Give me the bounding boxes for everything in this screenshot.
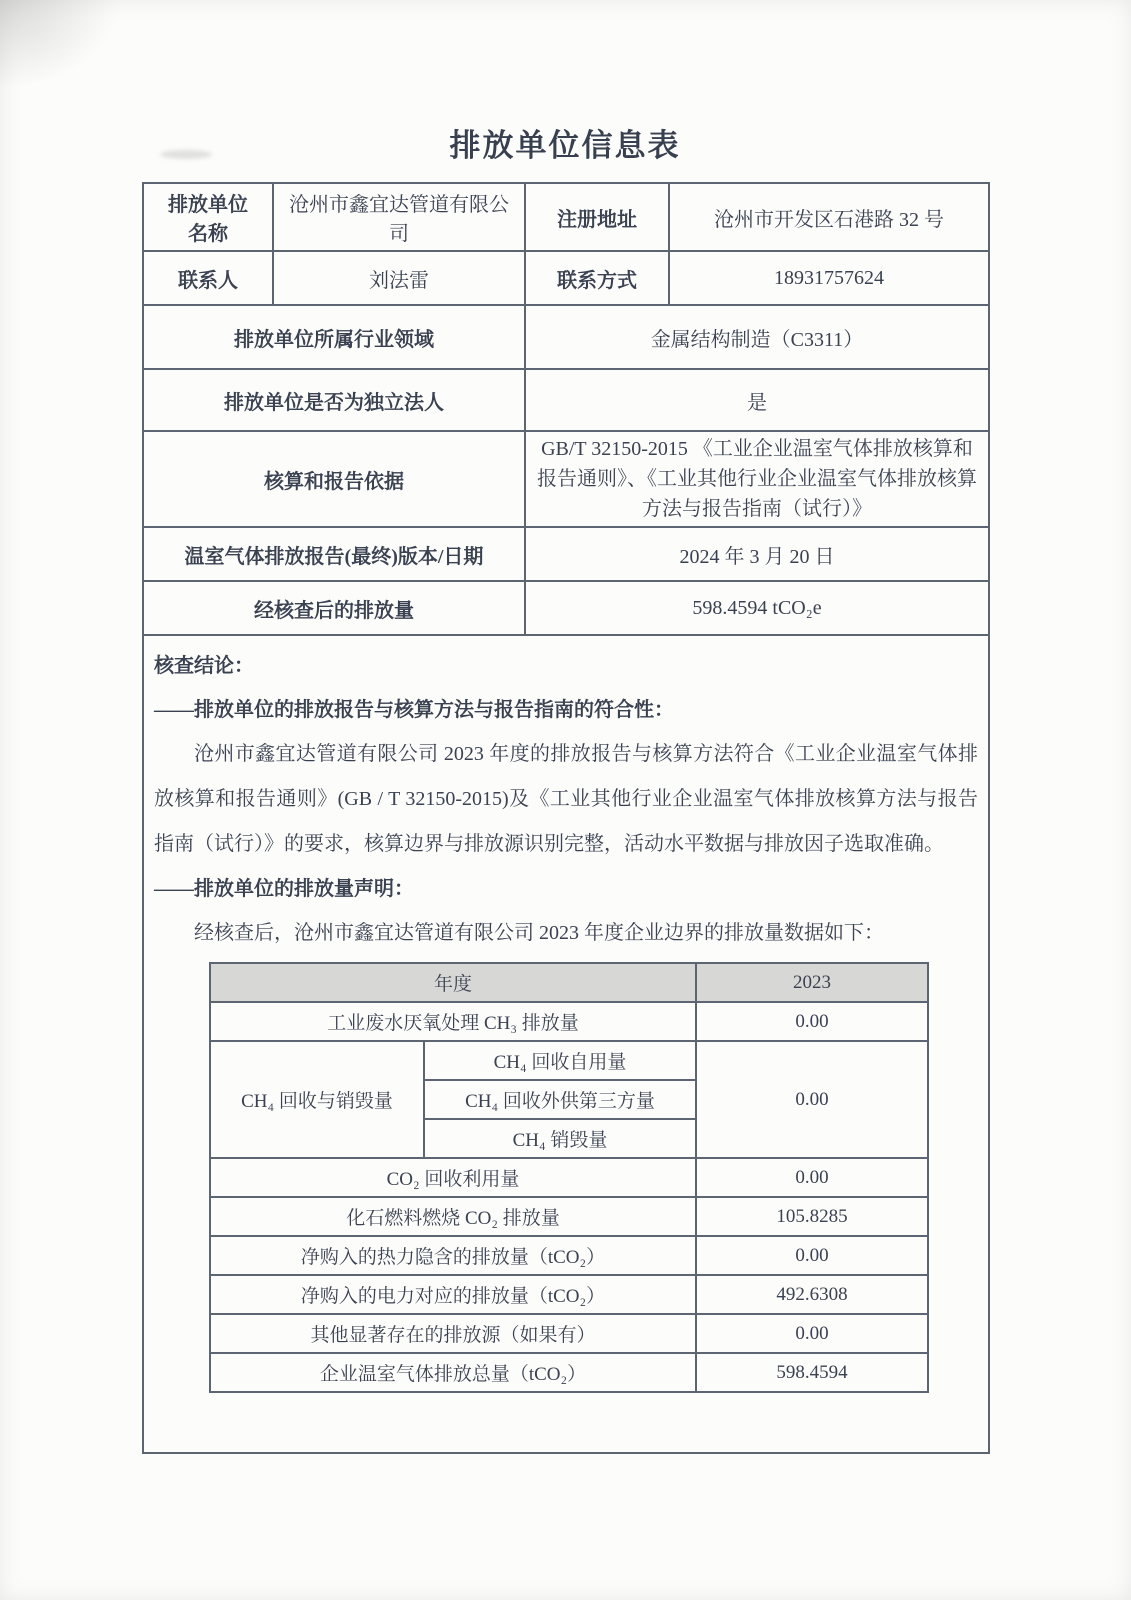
table-row <box>143 527 989 581</box>
statement-subheading: ——排放单位的排放量声明： <box>154 878 414 900</box>
table-row <box>210 1275 928 1314</box>
contact-method-value: 18931757624 <box>669 251 989 305</box>
ch4-self-use-label: CH₄ 回收自用量 <box>424 1041 696 1080</box>
registered-address-value: 沧州市开发区石港路 32 号 <box>669 183 989 251</box>
year-header-value: 2023 <box>696 963 928 1002</box>
total-ghg-label: 企业温室气体排放总量（tCO₂） <box>210 1353 696 1392</box>
scan-corner-shade <box>0 0 120 90</box>
co2-recovery-value: 0.00 <box>696 1158 928 1197</box>
table-row <box>143 635 989 1453</box>
fossil-fuel-co2-value: 105.8285 <box>696 1197 928 1236</box>
contact-person-value: 刘法雷 <box>273 251 525 305</box>
verification-conclusion-cell <box>143 635 989 1453</box>
table-row <box>210 1002 928 1041</box>
unit-name-value: 沧州市鑫宜达管道有限公司 <box>273 183 525 251</box>
fossil-fuel-co2-label: 化石燃料燃烧 CO₂ 排放量 <box>210 1197 696 1236</box>
purchased-heat-value: 0.00 <box>696 1236 928 1275</box>
wastewater-ch4-label: 工业废水厌氧处理 CH₃ 排放量 <box>210 1002 696 1041</box>
table-row <box>210 1041 928 1080</box>
unit-name-label: 排放单位名称 <box>143 183 273 251</box>
ch4-destruction-label: CH₄ 销毁量 <box>424 1119 696 1158</box>
verified-emissions-value: 598.4594 tCO₂e <box>525 581 989 635</box>
table-row <box>210 1236 928 1275</box>
purchased-electricity-label: 净购入的电力对应的排放量（tCO₂） <box>210 1275 696 1314</box>
ch4-recovery-group-value: 0.00 <box>696 1041 928 1158</box>
verified-emissions-label: 经核查后的排放量 <box>143 581 525 635</box>
contact-method-label: 联系方式 <box>525 251 669 305</box>
purchased-electricity-value: 492.6308 <box>696 1275 928 1314</box>
ch4-recovery-group-label: CH₄ 回收与销毁量 <box>210 1041 424 1158</box>
co2-recovery-label: CO₂ 回收利用量 <box>210 1158 696 1197</box>
total-ghg-value: 598.4594 <box>696 1353 928 1392</box>
compliance-subheading: ——排放单位的排放报告与核算方法与报告指南的符合性： <box>154 699 674 721</box>
emission-data-table <box>209 962 929 1393</box>
report-version-date-value: 2024 年 3 月 20 日 <box>525 527 989 581</box>
table-row <box>210 963 928 1002</box>
table-row <box>143 305 989 369</box>
table-row <box>143 251 989 305</box>
compliance-paragraph: 沧州市鑫宜达管道有限公司 2023 年度的排放报告与核算方法符合《工业企业温室气体排放核算和报告通则》(GB / T 32150-2015)及《工业其他行业企业温室气体排放核算方法与报告指南（试行）》的要求，核算边界与排放源识别完整，活动水平数据与排放因子选取准确。 <box>154 743 978 855</box>
table-row <box>143 183 989 251</box>
registered-address-label: 注册地址 <box>525 183 669 251</box>
table-row <box>210 1197 928 1236</box>
table-row <box>210 1158 928 1197</box>
ch4-third-party-label: CH₄ 回收外供第三方量 <box>424 1080 696 1119</box>
independent-legal-entity-label: 排放单位是否为独立法人 <box>143 369 525 431</box>
table-row <box>143 581 989 635</box>
accounting-basis-value: GB/T 32150-2015 《工业企业温室气体排放核算和报告通则》、《工业其他行业企业温室气体排放核算方法与报告指南（试行）》 <box>525 431 989 527</box>
document-body <box>142 120 988 1454</box>
other-sources-label: 其他显著存在的排放源（如果有） <box>210 1314 696 1353</box>
report-version-date-label: 温室气体排放报告(最终)版本/日期 <box>143 527 525 581</box>
statement-paragraph: 经核查后，沧州市鑫宜达管道有限公司 2023 年度企业边界的排放量数据如下： <box>194 922 884 944</box>
conclusion-heading: 核查结论： <box>154 655 254 677</box>
wastewater-ch4-value: 0.00 <box>696 1002 928 1041</box>
emission-unit-info-table <box>142 182 990 1454</box>
independent-legal-entity-value: 是 <box>525 369 989 431</box>
other-sources-value: 0.00 <box>696 1314 928 1353</box>
table-row <box>210 1314 928 1353</box>
table-row <box>143 369 989 431</box>
purchased-heat-label: 净购入的热力隐含的排放量（tCO₂） <box>210 1236 696 1275</box>
table-row <box>143 431 989 527</box>
accounting-basis-label: 核算和报告依据 <box>143 431 525 527</box>
contact-person-label: 联系人 <box>143 251 273 305</box>
page-title: 排放单位信息表 <box>449 128 681 163</box>
table-row <box>210 1353 928 1392</box>
industry-sector-value: 金属结构制造（C3311） <box>525 305 989 369</box>
year-header-label: 年度 <box>210 963 696 1002</box>
industry-sector-label: 排放单位所属行业领域 <box>143 305 525 369</box>
